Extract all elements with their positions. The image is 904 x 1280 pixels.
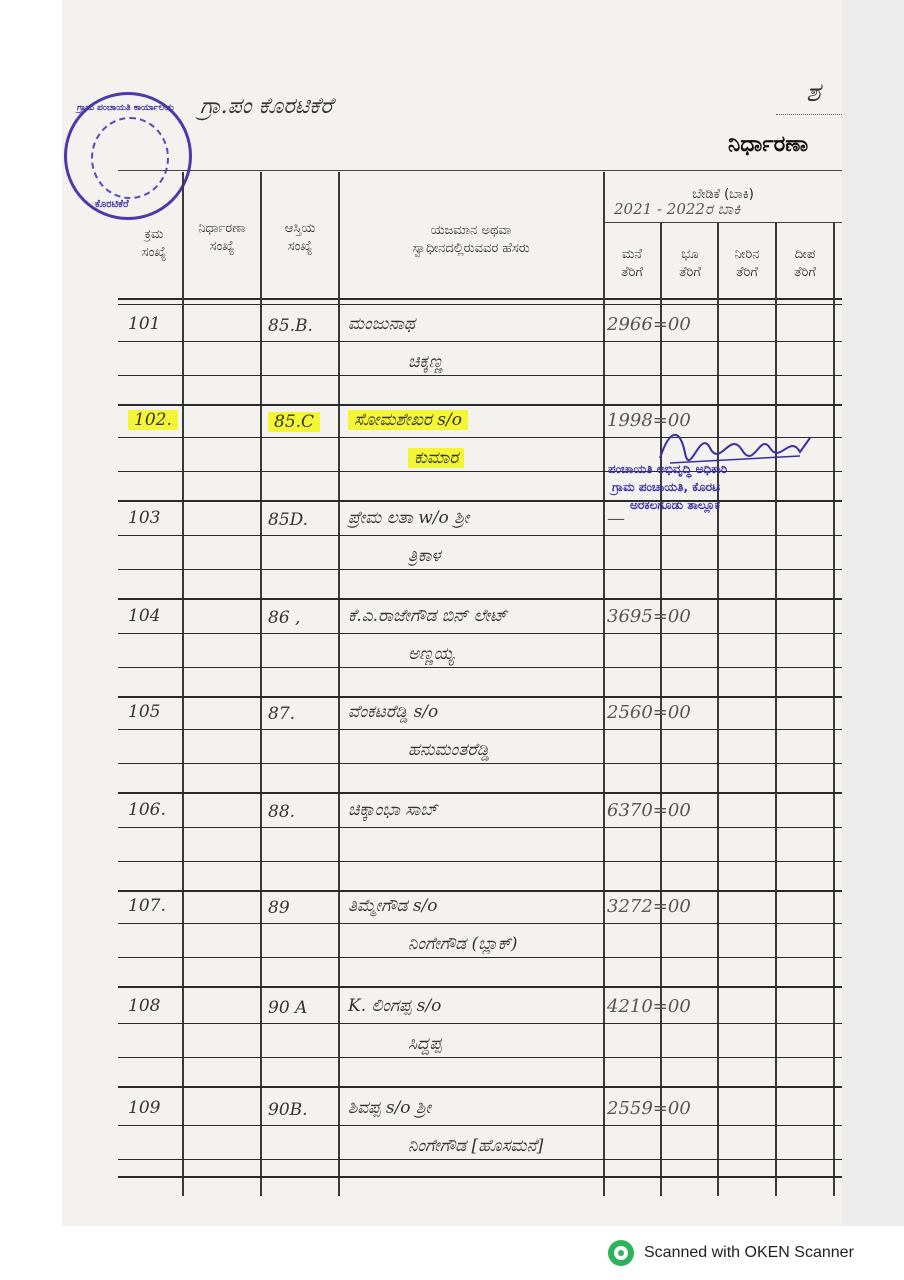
row-rule — [118, 1057, 842, 1058]
header-bottom-line2 — [118, 304, 842, 305]
row-rule — [118, 341, 842, 342]
stamp-bottom-text: ಕೊರಟಿಕೆರೆ — [95, 199, 129, 210]
bedike-subline — [604, 222, 842, 223]
row-rule — [118, 986, 842, 988]
row-sl-number: 101 — [128, 314, 161, 334]
row-owner-name: ವೆಂಕಟರೆಡ್ಡಿ s/o — [348, 702, 439, 722]
row-owner-name: ಸೋಮಶೇಖರ s/o — [348, 410, 468, 430]
row-rule — [118, 827, 842, 828]
row-owner-name: ಚಿಕ್ಕಾಂಭಾ ಸಾಬ್ — [348, 800, 438, 820]
row-mane-tax: — — [607, 508, 625, 529]
row-sl-number: 103 — [128, 508, 161, 528]
bedike-year-handwriting: 2021 - 2022ರ ಬಾಕಿ — [614, 200, 741, 218]
seal-line-3: ಅರಕಲಗೂಡು ತಾಲ್ಲೂಕ — [630, 498, 721, 512]
row-mane-tax: 4210=00 — [607, 996, 691, 1017]
row-owner-name-2: ಅಣ್ಣಯ್ಯ — [408, 644, 455, 664]
row-owner-name: K. ಲಿಂಗಪ್ಪ s/o — [348, 996, 442, 1016]
page-title: ನಿರ್ಧಾರಣಾ — [728, 132, 809, 157]
row-rule — [118, 729, 842, 730]
oken-logo-icon — [608, 1240, 634, 1266]
row-owner-name: ತಿಮ್ಮೇಗೌಡ s/o — [348, 896, 438, 916]
seal-line-1: ಪಂಚಾಯತಿ ಅಭಿವೃದ್ಧಿ ಅಧಿಕಾರಿ — [608, 462, 728, 476]
row-owner-name-2: ನಿಂಗೇಗೌಡ (ಬ್ಲಾಕ್) — [408, 934, 518, 954]
top-handwriting: ಗ್ರಾ.ಪಂ ಕೊರಟಿಕೆರೆ — [200, 94, 333, 119]
stamp-inner-ring — [91, 117, 169, 199]
col-header-yajamana: ಯಜಮಾನ ಅಥವಾ ಸ್ವಾಧೀನದಲ್ಲಿರುವವರ ಹೆಸರು — [412, 223, 530, 256]
row-rule — [118, 1086, 842, 1088]
seal-line-2: ಗ್ರಾಮ ಪಂಚಾಯತಿ, ಕೊರಟಿ — [612, 480, 720, 494]
row-owner-name: ಪ್ರೇಮ ಲತಾ w/o ಶ್ರೀ — [348, 508, 470, 528]
row-mane-tax: 2560=00 — [607, 702, 691, 723]
row-mane-tax: 3272=00 — [607, 896, 691, 917]
row-sl-number: 104 — [128, 606, 161, 626]
row-owner-name: ಶಿವಪ್ಪ s/o ಶ್ರೀ — [348, 1098, 431, 1118]
row-rule — [118, 404, 842, 406]
vline-8 — [833, 222, 835, 1196]
row-rule — [118, 667, 842, 668]
scanner-footer — [608, 1240, 854, 1266]
row-sl-number: 107. — [128, 896, 166, 916]
paper-edge — [842, 0, 904, 1226]
row-rule — [118, 500, 842, 502]
row-owner-name-2: ಚಿಕ್ಕಣ್ಣ — [408, 352, 444, 372]
row-sl-number: 106. — [128, 800, 166, 820]
row-rule — [118, 696, 842, 698]
row-sl-number: 105 — [128, 702, 161, 722]
row-asthi-number: 89 — [268, 898, 290, 918]
stamp-ring-text: ಗ್ರಾಮ ಪಂಚಾಯತಿ ಕಾರ್ಯಾಲಯ — [77, 103, 174, 113]
vline-2 — [260, 172, 262, 1196]
row-owner-name-2: ಹನುಮಂತರೆಡ್ಡಿ — [408, 740, 490, 760]
row-rule — [118, 792, 842, 794]
header-top-line — [118, 170, 842, 171]
col-header-deepa: ದೀಪ ತೆರಿಗೆ — [794, 247, 816, 280]
row-rule — [118, 890, 842, 892]
row-owner-name: ಕೆ.ಎ.ರಾಜೇಗೌಡ ಬಿನ್ ಲೇಟ್ — [348, 606, 507, 626]
row-rule — [118, 763, 842, 764]
col-header-asthi: ಆಸ್ತಿಯ ಸಂಖ್ಯೆ — [284, 221, 316, 254]
row-rule — [118, 861, 842, 862]
row-rule — [118, 633, 842, 634]
row-asthi-number: 90B. — [268, 1100, 308, 1120]
row-asthi-number: 90 A — [268, 998, 308, 1018]
row-mane-tax: 2966=00 — [607, 314, 691, 335]
row-mane-tax: 3695=00 — [607, 606, 691, 627]
col-header-nirdharana: ನಿರ್ಧಾರಣಾ ಸಂಖ್ಯೆ — [198, 221, 246, 254]
col-header-mane: ಮನೆ ತೆರಿಗೆ — [621, 247, 643, 280]
row-owner-name: ಮಂಜುನಾಥ — [348, 314, 415, 334]
col-header-neerina: ನೀರಿನ ತೆರಿಗೆ — [734, 247, 760, 280]
row-rule — [118, 923, 842, 924]
dotted-line — [776, 114, 842, 116]
row-owner-name-2: ನಿಂಗೇಗೌಡ [ಹೊಸಮನೆ] — [408, 1136, 544, 1156]
row-asthi-number: 85D. — [268, 510, 309, 530]
row-rule — [118, 1023, 842, 1024]
row-rule — [118, 598, 842, 600]
col-header-sl: ಕ್ರಮ ಸಂಖ್ಯೆ — [141, 227, 167, 260]
row-sl-number: 108 — [128, 996, 161, 1016]
row-asthi-number: 87. — [268, 704, 296, 724]
vline-1 — [182, 172, 184, 1196]
row-sl-number: 109 — [128, 1098, 161, 1118]
row-asthi-number: 88. — [268, 802, 296, 822]
vline-4 — [603, 172, 605, 1196]
vline-6 — [717, 222, 719, 1196]
col-header-bedike: ಬೇಡಿಕೆ (ಬಾಕಿ) — [692, 187, 754, 202]
row-asthi-number: 85.C — [268, 412, 320, 432]
row-rule — [118, 1159, 842, 1160]
row-asthi-number: 85.B. — [268, 316, 313, 336]
row-rule — [118, 1125, 842, 1126]
row-sl-number: 102. — [128, 410, 178, 430]
row-rule — [118, 535, 842, 536]
top-right-partial: ಶ — [806, 78, 821, 108]
row-owner-name-2: ತ್ರಿಕಾಳ — [408, 546, 441, 566]
row-owner-name-2: ಕುಮಾರ — [408, 448, 464, 468]
row-mane-tax: 1998=00 — [607, 410, 691, 431]
row-mane-tax: 2559=00 — [607, 1098, 691, 1119]
row-rule — [118, 1176, 842, 1178]
row-rule — [118, 957, 842, 958]
row-asthi-number: 86 , — [268, 608, 301, 628]
row-rule — [118, 569, 842, 570]
row-rule — [118, 375, 842, 376]
vline-7 — [775, 222, 777, 1196]
row-mane-tax: 6370=00 — [607, 800, 691, 821]
vline-3 — [338, 172, 340, 1196]
panchayat-stamp — [64, 92, 192, 220]
row-owner-name-2: ಸಿದ್ದಪ್ಪ — [408, 1034, 442, 1054]
scanner-brand-text: Scanned with OKEN Scanner — [644, 1244, 854, 1261]
header-bottom-line — [118, 298, 842, 300]
col-header-bhoo: ಭೂ ತೆರಿಗೆ — [679, 247, 701, 280]
